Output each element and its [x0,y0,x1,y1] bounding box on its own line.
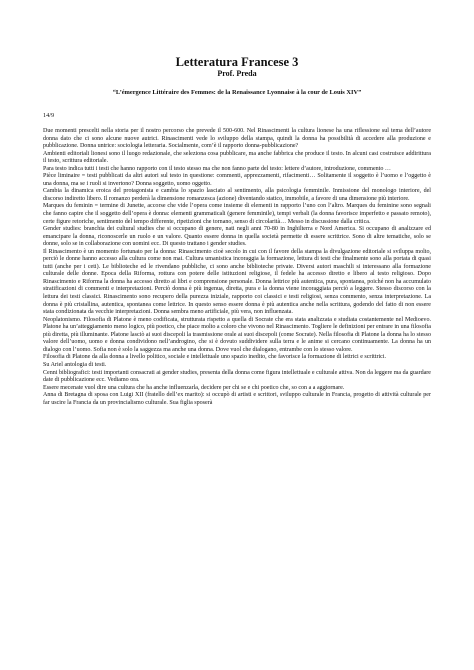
document-author: Prof. Preda [217,69,257,78]
paragraph: Essere mecenate vuol dire una cultura che ha anche influenzarla, decidere per chi se e chi poetico che, so con a a aggiornare. [43,384,345,391]
paragraph: Due momenti prescelti nella storia per il nostro percorso che prevede il 500-600. Nel Rinascimenti la cultura lionese ha una riflessione sul tema dell’autore donna dato che ci sono alcune nuove autrici. Rinascimenti vede lo sviluppo della stampa, quindi la donna ha possibilità di accedere alla produzione e pubblicazione. Donna untrice: sociologia letteraria. Socialmente, com’è il rapporto donna-pubblicazione? [43,128,431,150]
paragraph: Para testo indica tutti i testi che hanno rapporto con il testo stesso ma che non fanno parte del testo: lettere d’autore, introduzione, commento … [43,165,391,172]
paragraph: Neoplatonismo. Filosofia di Platone è meno codificata, strutturata rispetto a quella di Socrate che era stata analizzata e studiata costantemente nel Medioevo. Platone ha un’atteggiamento meno logico, più poetico, che piace molto a coloro che vivono nel Rinascimento. Togliere le definizioni per entrare in una filosofia più diretta, più illuminante. Platone lasciò ai suoi discepoli la trasmissione orale ai suoi discepoli (come Socrate). Nella filosofia di Platone la donna ha lo stesso valore dell’uomo, uomo e donna condividono nell’androgino, che si è dovuto suddividere sulla terra e le anime si cercano continuamente. La donna ha un dialogo con l’uomo. Sofia non è solo la saggezza ma anche una donna. Dove vuol che dialogano, entrambe con lo stesso valore. [43,316,431,353]
lecture-date: 14/9 [43,112,55,119]
paragraph: Marques du feminin = termine di Junette, accorse che vide l’opera come insieme di elementi in rapporto l’uno con l’altro. Marques du feminine sono segnali che fanno capire che il soggetto dell’opera è donna: elementi grammaticali (genere femminile), tempi verbali (la donna favorisce imperfetto e passato remoto), certe figure retoriche, sentimento del tempo differente, ripetizioni che tornano, senso di circolarità… Messo in discussione dalla critica. [43,203,431,225]
paragraph: Pièce liminaire = testi pubblicati da altri autori sul testo in questione: commenti, apprezzamenti, rifacimenti… Solitamente il soggetto è l’uomo e l’oggetto è una donna, ma se i ruoli si invertono? Donna soggetto, uomo oggetto. [43,173,431,187]
paragraph: Cambia la dinamica eroica del protagonista e cambia lo spazio lasciato al sentimento, alla psicologia femminile. Inmissione del monologo interiore, del discorso indiretto libero. Il romanzo perderà la dimensione romanzesca (azione) diventando statico, immobile, a favore di una dimensione più interiore. [43,188,431,202]
paragraph: Filosofia di Platone da alla donna a livello politico, sociale e intellettuale uno spazio inedito, che favorisce la formazione di lettrici e scrittrici. [43,354,387,361]
document-title: Letteratura Francese 3 [175,55,299,69]
paragraph: Anna di Bretagna di sposa con Luigi XII (fratello dell’ex marito): si occupò di artisti e scrittori, sviluppo culturale in Francia, progetto di attività culturale per far uscire la Francia da un provincialismo culturale. Sua figlia sposerà [43,392,431,406]
paragraph: Ambienti editoriali lionesi sono il luogo redazionale, che seleziona cosa pubblicare, ma anche fabbrica che produce il testo. In alcuni casi costruisce addirittura il testo, scrittura editoriale. [43,150,431,165]
paragraph: Cenni bibliografici: testi importanti consacrati ai gender studies, presenta della donna come figura intellettuale e culturale attiva. Non da leggere ma da guardare date di pubblicazione ecc. Vediamo ora. [43,369,431,384]
document-subtitle: “L’émergence Littéraire des Femmes: de la Renaissance Lyonnaise à la cour de Louis XIV” [112,89,362,96]
document-body [43,128,431,407]
paragraph: Il Rinascimento è un momento fortunato per la donna: Rinascimento cioè secolo in cui con il favore della stampa la divulgazione editoriale si sviluppa molto, perciò le donne hanno accesso alla cultura come non mai. Cultura umanistica incoraggia la formazione, lettura di testi che finalmente sono alla portata di quasi tutti (anche per i ceti). Le biblioteche ed le rivendano pubbliche, ci sono anche biblioteche private. Diversi autori maschili si interessano alla formazione culturale delle donne. Epoca della Riforma, rottura con potere delle istituzioni religiose, il fedele ha accesso diretto e libero al testo religioso. Dopo Rinascimento e Riforma la donna ha accesso diretto ai libri e comprensione personale. Donna lettrice più autentica, pura, spontanea, poiché non ha accumulato stratificazioni di commenti e interpretazioni. Perciò donna è più ingenua, diretta, pura e la donna viene incoraggiata perciò a leggere. Stesso discorso con la lettura dei testi classici. Rinascimento sono recupero della purezza iniziale, rapporto coi classici e testi religiosi, senza commento, senza interpretazione. La donna è più cristallina, autentica, spontanea come lettrice. In questo senso essere donna è più autentica anche nella scrittura, godendo del fatto di non essere stata condizionata da vecchie interpretazioni. Donna sembra meno artificiale, più vera, non influenzata. [43,248,431,316]
paragraph: Su Ariel antologia di testi. [43,361,107,368]
paragraph: Gender studies: branchia dei cultural studies che si occupano di genere, nati negli anni 70-80 in Inghilterra e Nord America. Si occupano di analizzare ed emancipare la donna, riconoscerle un ruolo e un valore. Quanto essere donna in quella società permette di essere scrittrice. Sono di altre tematiche, solo se donne, solo se in collaborazione con uomini ecc. Di questo trattano i gender studies. [43,226,431,248]
